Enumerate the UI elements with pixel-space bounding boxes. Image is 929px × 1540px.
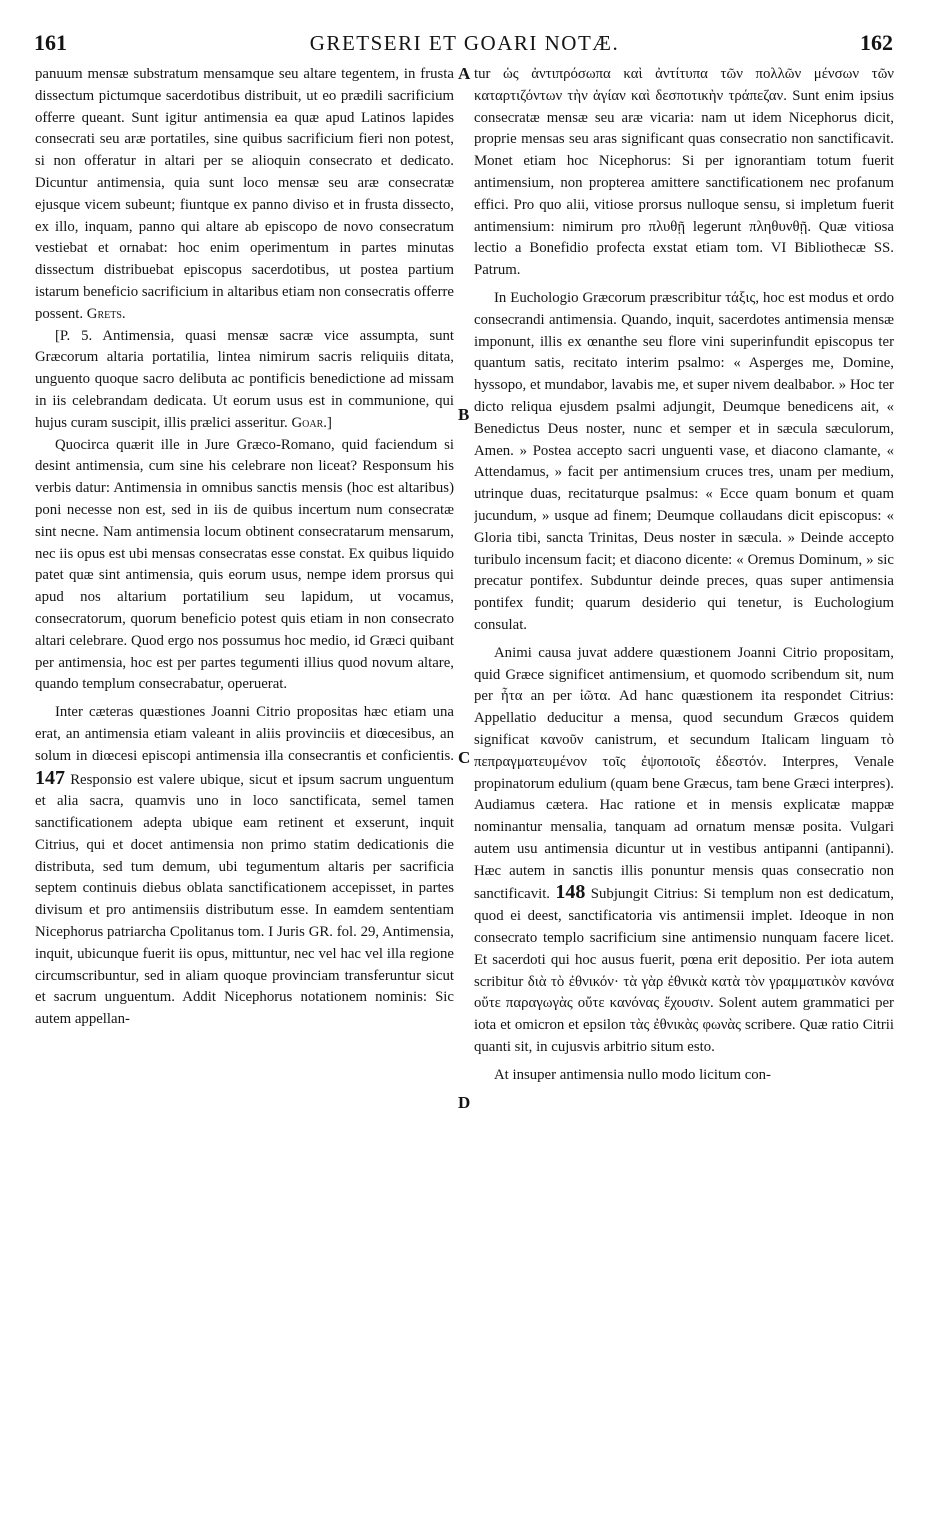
page-header — [30, 30, 899, 64]
right-column — [474, 64, 894, 1464]
page-number-left: 161 — [34, 30, 67, 55]
left-paragraph-1-text: panuum mensæ substratum mensamque seu altare tegentem, in frusta dissectum pictumque sacerdotibus distribuit, ut eo prædili sacrificium offerre queant. Sunt igitur antimensia ea quæ apud Latinos lapides consecrati seu aræ portatiles, sine quibus sacrificium fieri non potest, si non offeratur in altari per se alioquin consecrato et dedicato. Dicuntur antimensia, quia sunt loco mensæ seu aræ consecratæ ejusque vicem subeunt; fiuntque ex panno diviso et in frusta dissecto, ex illo, inquam, panno qui altare ab episcopo de novo consecratum vestiebat et ornabat: hoc enim operimentum in partes minutas dissectum distribuebat episcopus sacerdotibus, ut postea partium istarum beneficio sacrificium in altaribus etiam non consecratis offerre possent. — [35, 66, 454, 322]
right-paragraph-1: tur ὡς ἀντιπρόσωπα καὶ ἀντίτυπα τῶν πολλῶν μένσων τῶν καταρτιζόντων τὴν ἁγίαν καὶ δεσποτικὴν τράπεζαν. Sunt enim ipsius consecratæ mensæ seu aræ vicaria: nam ut idem Nicephorus dicit, proprie mensas seu aras significant quas consecratio non sanctificavit. Monet etiam hoc Nicephorus: Si per ignorantiam totum fuerit antimensium, non propterea amittere sanctificationem nec profanum effici. Pro quo alii, vitiose prorsus nulloque sensu, si impletum fuerit antimensium: nimirum pro πλυθῇ legerunt πληθυνθῇ. Quæ vitiosa lectio a Bonefidio profecta exstat etiam tom. VI Bibliothecæ SS. Patrum. — [474, 66, 894, 279]
marginal-number-147: 147 — [35, 766, 65, 789]
left-column — [35, 64, 454, 1464]
right-paragraph-3-text: Animi causa juvat addere quæstionem Joanni Citrio propositam, quid Græce significet antimensium, et quomodo scribendum sit, num per ἦτα an per ἰῶτα. Ad hanc quæstionem ita respondet Citrius: Appellatio deducitur a mensa, quod secundum Græcos quidem significat κανοῦν canistrum, et secundum Italicam linguam τὸ πεπραγματευμένον τοῖς ἐψοποιοῖς ἐδεστόν. Interpres, Venale propinatorum edulium (quam bene Græcus, tam bene Græci interpres). Audiamus cætera. Hac ratione et in mensis explicatæ mappæ nominantur mensalia, tanquam ad ornatum mensæ posita. Vulgari autem usu antimensia dicuntur ut in vestibus antipanni (antipanni). Hæc autem in sanctis illis ponuntur mensis quas consecratio non sanctificavit. — [474, 644, 894, 903]
right-paragraph-2: In Euchologio Græcorum præscribitur τάξις, hoc est modus et ordo consecrandi antimensia. Quando, inquit, sacerdotes antimensia mensæ imponunt, illis ex œnanthe seu flore vini superinfundit episcopus ter quantum satis, recitato interim psalmo: « Asperges me, Domine, hyssopo, et mundabor, lavabis me, et super nivem dealbabor. » Hoc ter dicto reliqua ejusdem psalmi adjungit, Deumque benedicens ait, « Benedictus Deus noster, nunc et semper et in sæcula sæculorum, Amen. » Postea accepto sacri unguenti vase, et diacono clamante, « Attendamus, » facit per antimensium cruces tres, unam per medium, utrinque duas, recitaturque psalmus: « Ecce quam bonum et quam jucundum, » usque ad finem; Deumque collaudans dicit episcopus: « Gloria tibi, sancta Trinitas, Deus noster in sæcula. » Deinde accepto turibulo incensum facit; et diacono dicente: « Oremus Dominum, » sic precatur pontifex. Subduntur deinde preces, quas super antimensia pontifex fundit; quarum desiderio qui tenetur, is Euchologium consulat. — [474, 289, 894, 633]
section-marker-c: C — [458, 748, 471, 767]
marginal-number-148: 148 — [555, 881, 586, 904]
goar-signature: Goar.] — [291, 414, 332, 431]
left-paragraph-2 — [35, 326, 454, 435]
left-paragraph-4b-text: Responsio est valere ubique, sicut et ipsum sacrum unguentum et alia sacra, quamvis uno in loco sanctificata, semel tamen sanctificationem adepta ubique eam retinent et exserunt, inquit Citrius, qui et docet antimensia non primo statim dedicationis die distributa, sed tum demum, ubi tegumentum altaris per sacrificia septem continuis diebus oblata sanctificationem accepisset, in partes divisum et pro antimensiis distributum esse. In eamdem sententiam Nicephorus patriarcha Cpolitanus tom. I Juris GR. fol. 29, Antimensia, inquit, ubicunque fuerit iis opus, mittuntur, nec vel hac vel illa regione circumscribuntur, sed in aliam quoque provinciam transferuntur sicut et sacrum unguentum. Addit Nicephorus notationem nominis: Sic autem appellan- — [35, 771, 454, 1028]
left-paragraph-2-text: [P. 5. Antimensia, quasi mensæ sacræ vice assumpta, sunt Græcorum altaria portatilia, lintea nimirum sacris reliquiis ditata, unguento quoque sacro delibuta ac pontificis benedictione ad missam in iis celebrandam dedicata. Ut eorum usus est in communione, qui hujus curam suscipit, illis prælici asseritur. — [35, 327, 454, 431]
left-paragraph-3: Quocirca quærit ille in Jure Græco-Romano, quid faciendum si desint antimensia, cum sine his celebrare non liceat? Responsum his verbis datur: Antimensia in omnibus sanctis mensis (hoc est altaribus) poni necesse non est, sed in iis de quibus incertum num consecratæ sint necne. Nam antimensia locum obtinent consecratarum mensarum, nec iis opus est ubi mensas consecratas esse constat. Ex quibus liquido patet quæ sint antimensia, quis eorum usus, nempe idem prorsus qui apud nos altarium portatilium seu lapidum, ut vocamus, consecratorum, quorum beneficio potest quis etiam in non consecrato altari celebrare. Quod ergo nos possumus hoc medio, id Græci quibant per antimensia, hoc est per partes tegumenti illius quod novum altare, quando templum consecrabatur, operuerat. — [35, 436, 454, 693]
grets-signature: Grets. — [86, 305, 126, 322]
left-paragraph-4a-text: Inter cæteras quæstiones Joanni Citrio propositas hæc etiam una erat, an antimensia etiam valeant in aliis provinciis et diœcesibus, an solum in diœcesi episcopi antimensia illa consecrantis et conficientis. — [35, 704, 454, 764]
left-paragraph-4 — [35, 702, 454, 1031]
right-paragraph-4: At insuper antimensia nullo modo licitum con- — [494, 1066, 771, 1083]
running-title: GRETSERI ET GOARI NOTÆ. — [309, 31, 620, 55]
page-number-right: 162 — [860, 30, 893, 55]
left-paragraph-1 — [35, 64, 454, 326]
section-marker-d: D — [458, 1093, 471, 1112]
right-paragraph-3b-text: Subjungit Citrius: Si templum non est dedicatum, quod ei deest, sanctificatoria vis antimensii implet. Ideoque in non consecrato templo sacrificium sine antimensio nunquam facere licet. Et sacerdoti qui hoc ausus fuerit, pœna erit depositio. Per iota autem scribitur διὰ τὸ ἐθνικόν· τὰ γὰρ ἐθνικὰ κατὰ τὸν γραμματικὸν κανόνα οὔτε παραγωγὰς οὔτε κανόνας ἔχουσιν. Solent autem grammatici per iota et omicron et epsilon τὰς ἐθνικὰς φωνὰς scribere. Quæ ratio Citrii quanti sit, in cujusvis arbitrio situm esto. — [474, 886, 894, 1056]
section-marker-b: B — [458, 405, 470, 424]
right-paragraph-3 — [474, 643, 894, 1059]
section-marker-a: A — [458, 64, 471, 83]
